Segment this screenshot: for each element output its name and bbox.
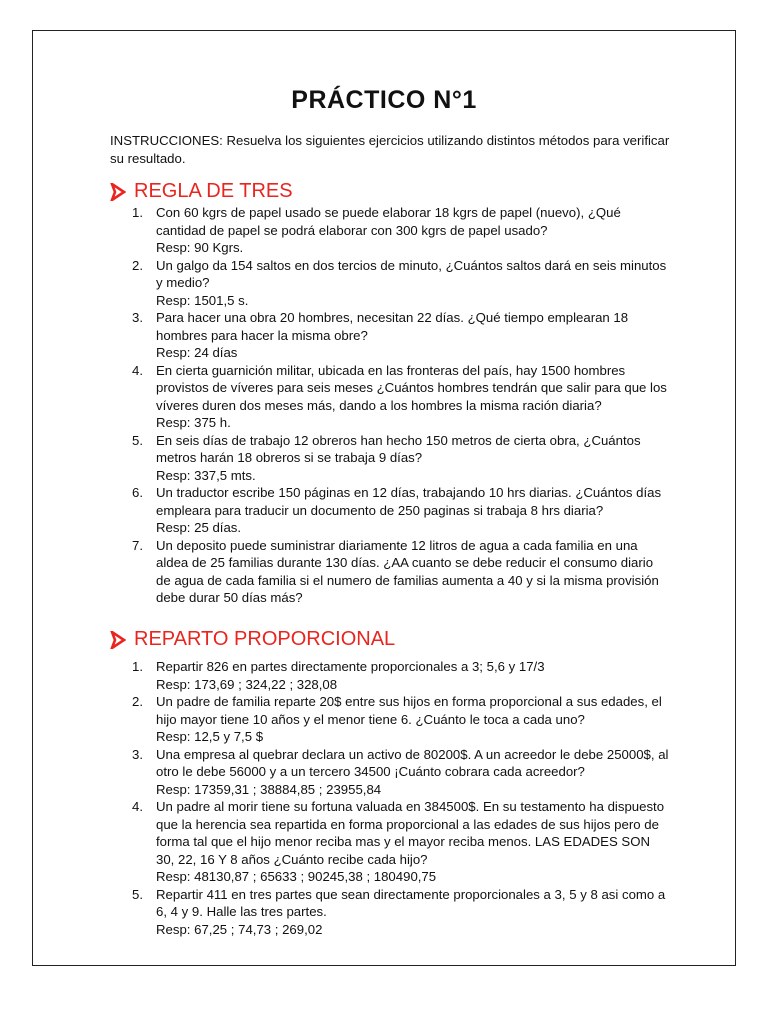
item-text: Un galgo da 154 saltos en dos tercios de minuto, ¿Cuántos saltos dará en seis minutos y medio?: [156, 257, 667, 290]
item-number: 6.: [132, 485, 143, 500]
item-text: En seis días de trabajo 12 obreros han hecho 150 metros de cierta obra, ¿Cuántos metros harán 18 obreros si se trabaja 9 días?: [156, 432, 641, 465]
section-heading-regla-de-tres: [110, 180, 293, 203]
list-item: [110, 362, 670, 432]
item-number: 1.: [132, 205, 143, 220]
list-item: [110, 886, 670, 939]
item-text: Un padre de familia reparte 20$ entre sus hijos en forma proporcional a sus edades, el hijo mayor tiene 10 años y el menor tiene 6. ¿Cuánto le toca a cada uno?: [156, 694, 662, 727]
item-text: Con 60 kgrs de papel usado se puede elaborar 18 kgrs de papel (nuevo), ¿Qué cantidad de papel se podrá elaborar con 300 kgrs de papel usado?: [156, 205, 621, 238]
arrow-right-icon: [110, 631, 126, 649]
list-item: [110, 204, 670, 257]
list-item: [110, 798, 670, 886]
list-item: [110, 257, 670, 310]
list-item: [110, 432, 670, 485]
item-text: Repartir 411 en tres partes que sean directamente proporcionales a 3, 5 y 8 asi como a 6, 4 y 9. Halle las tres partes.: [156, 886, 666, 919]
list-item: [110, 484, 670, 537]
section-heading-reparto-proporcional: [110, 628, 395, 651]
item-text: Un deposito puede suministrar diariamente 12 litros de agua a cada familia en una aldea de 25 familias durante 130 días. ¿AA cuanto se debe reducir el consumo diario de agua de cada familia si el numero de familias aumenta a 40 y si la misma provisión debe durar 50 días más?: [156, 537, 659, 605]
item-answer: Resp: 48130,87 ; 65633 ; 90245,38 ; 180490,75: [156, 869, 437, 884]
arrow-right-icon: [110, 183, 126, 201]
item-answer: Resp: 12,5 y 7,5 $: [156, 729, 264, 744]
list-item: [110, 693, 670, 746]
item-number: 7.: [132, 537, 143, 553]
item-number: 3.: [132, 746, 143, 762]
item-number: 5.: [132, 432, 143, 448]
item-text: Una empresa al quebrar declara un activo de 80200$. A un acreedor le debe 25000$, al otro le debe 56000 y a un tercero 34500 ¡Cuánto cobrara cada acreedor?: [156, 746, 669, 779]
item-number: 1.: [132, 659, 143, 674]
list-item: [110, 309, 670, 362]
item-text: Repartir 826 en partes directamente proporcionales a 3; 5,6 y 17/3: [156, 659, 545, 674]
page-title: PRÁCTICO N°1: [291, 86, 477, 114]
item-number: 2.: [132, 257, 143, 273]
item-answer: Resp: 375 h.: [156, 415, 231, 430]
section-heading-label: REGLA DE TRES: [134, 180, 293, 202]
instructions-text: INSTRUCCIONES: Resuelva los siguientes ejercicios utilizando distintos métodos para verificar su resultado.: [110, 133, 670, 166]
item-answer: Resp: 67,25 ; 74,73 ; 269,02: [156, 921, 323, 937]
item-answer: Resp: 17359,31 ; 38884,85 ; 23955,84: [156, 781, 382, 797]
list-item: [110, 537, 670, 607]
list-item: [110, 746, 670, 799]
item-answer: Resp: 24 días: [156, 345, 238, 360]
section-heading-label: REPARTO PROPORCIONAL: [134, 628, 396, 650]
exercise-list-regla-de-tres: [110, 204, 670, 607]
item-number: 4.: [132, 362, 143, 378]
item-answer: Resp: 90 Kgrs.: [156, 240, 244, 255]
item-text: Un traductor escribe 150 páginas en 12 días, trabajando 10 hrs diarias. ¿Cuántos días empleara para traducir un documento de 250 paginas si trabaja 8 hrs diaria?: [156, 485, 662, 518]
item-text: En cierta guarnición militar, ubicada en las fronteras del país, hay 1500 hombres provistos de víveres para seis meses ¿Cuántos hombres tendrán que salir para que los víveres duren dos meses más, dando a los hombres la misma ración diaria?: [156, 362, 667, 413]
item-number: 4.: [132, 799, 143, 814]
item-number: 2.: [132, 694, 143, 709]
list-item: [110, 658, 670, 693]
item-answer: Resp: 173,69 ; 324,22 ; 328,08: [156, 676, 338, 692]
item-text: Un padre al morir tiene su fortuna valuada en 384500$. En su testamento ha dispuesto que la herencia sea repartida en forma proporcional a las edades de sus hijos pero de forma tal que el hijo menor reciba mas y el mayor reciba menos. LAS EDADES SON 30, 22, 16 Y 8 años ¿Cuánto recibe cada hijo?: [156, 799, 665, 867]
item-answer: Resp: 25 días.: [156, 520, 242, 535]
item-answer: Resp: 337,5 mts.: [156, 467, 256, 483]
item-answer: Resp: 1501,5 s.: [156, 292, 249, 308]
item-number: 3.: [132, 310, 143, 325]
exercise-list-reparto-proporcional: [110, 658, 670, 938]
item-number: 5.: [132, 886, 143, 902]
item-text: Para hacer una obra 20 hombres, necesitan 22 días. ¿Qué tiempo emplearan 18 hombres para hacer la misma obre?: [156, 310, 629, 343]
